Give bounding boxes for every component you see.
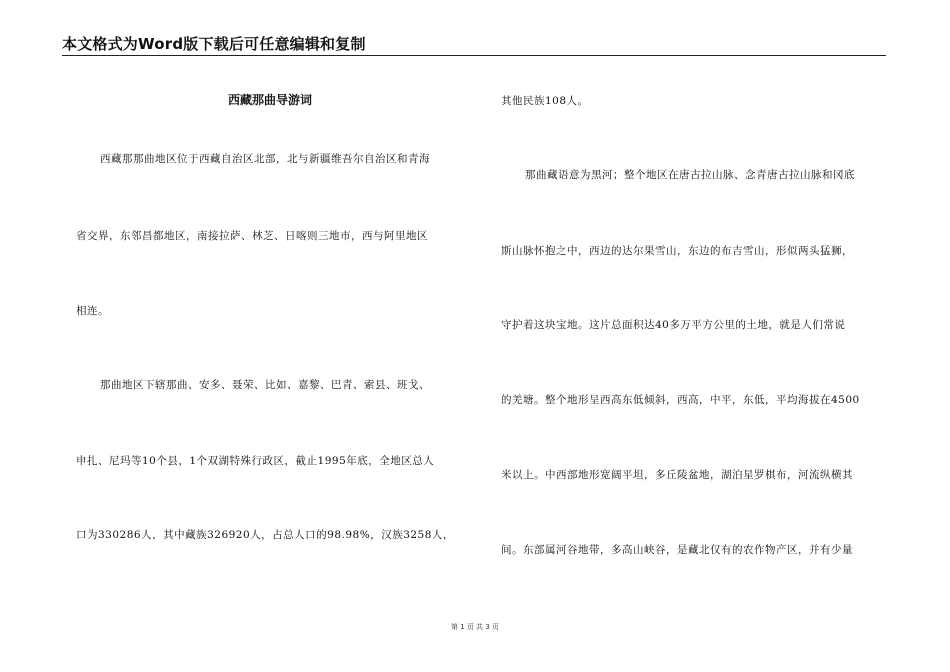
right-line-3: 斯山脉怀抱之中，西边的达尔果雪山，东边的布吉雪山，形似两头猛狮， xyxy=(501,245,853,257)
page-indicator: 第 1 页 共 3 页 xyxy=(450,623,500,631)
right-line-7: 间。东部属河谷地带，多高山峡谷，是藏北仅有的农作物产区，并有少量 xyxy=(501,544,853,556)
right-line-4: 守护着这块宝地。这片总面积达40多万平方公里的土地，就是人们常说 xyxy=(501,319,846,331)
left-line-1: 西藏那那曲地区位于西藏自治区北部，北与新疆维吾尔自治区和青海 xyxy=(100,153,430,165)
right-line-6: 米以上。中西部地形宽阔平坦，多丘陵盆地，湖泊星罗棋布，河流纵横其 xyxy=(501,469,853,481)
left-line-3: 相连。 xyxy=(76,305,109,317)
right-line-5: 的羌塘。整个地形呈西高东低倾斜，西高，中平，东低，平均海拔在4500 xyxy=(501,394,860,406)
header-rule xyxy=(62,55,886,56)
document-title: 西藏那曲导游词 xyxy=(227,93,312,107)
right-line-2: 那曲藏语意为黑河；整个地区在唐古拉山脉、念青唐古拉山脉和冈底 xyxy=(525,169,855,181)
page-header-banner: 本文格式为Word版下载后可任意编辑和复制 xyxy=(62,35,366,53)
left-line-5: 申扎、尼玛等10个县，1个双湖特殊行政区，截止1995年底，全地区总人 xyxy=(76,455,435,467)
left-line-6: 口为330286人，其中藏族326920人，占总人口的98.98%，汉族3258人， xyxy=(76,529,454,541)
left-line-4: 那曲地区下辖那曲、安多、聂荣、比如、嘉黎、巴青、索县、班戈、 xyxy=(100,379,430,391)
right-line-1: 其他民族108人。 xyxy=(501,95,589,107)
left-line-2: 省交界，东邻昌都地区，南接拉萨、林芝、日喀则三地市，西与阿里地区 xyxy=(76,230,428,242)
